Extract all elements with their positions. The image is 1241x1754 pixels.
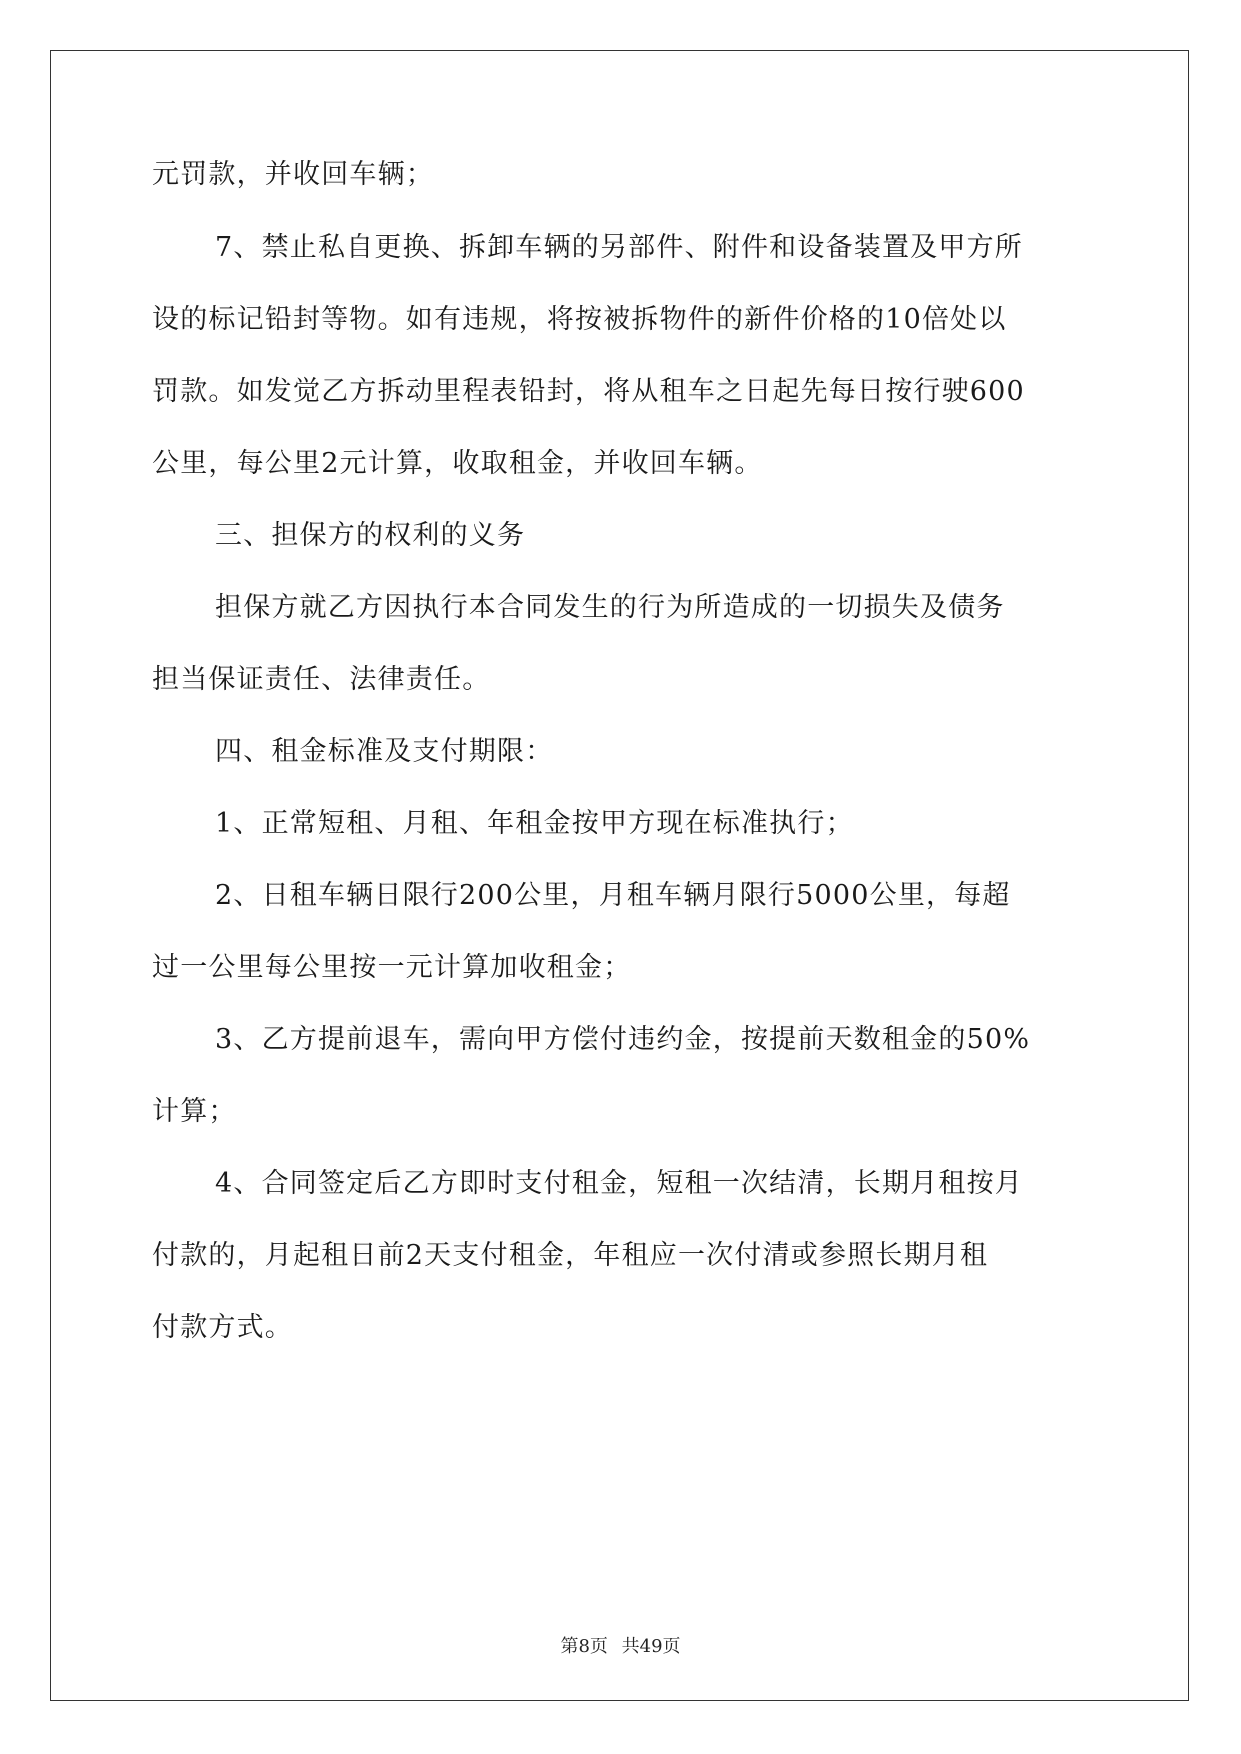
text-line-17: 付款方式。 (152, 1312, 293, 1343)
text-line-2: 7、禁止私自更换、拆卸车辆的另部件、附件和设备装置及甲方所 (215, 232, 1023, 263)
text-line-15: 4、合同签定后乙方即时支付租金，短租一次结清，长期月租按月 (215, 1168, 1023, 1199)
text-line-11: 2、日租车辆日限行200公里，月租车辆月限行5000公里，每超 (215, 880, 1011, 911)
page-number: 第8页 (560, 1636, 608, 1657)
text-line-4: 罚款。如发觉乙方拆动里程表铅封，将从租车之日起先每日按行驶600 (152, 376, 1025, 407)
text-line-1: 元罚款，并收回车辆； (152, 159, 434, 190)
text-line-12: 过一公里每公里按一元计算加收租金； (152, 952, 632, 983)
text-line-5: 公里，每公里2元计算，收取租金，并收回车辆。 (152, 448, 763, 479)
section-heading-rent: 四、租金标准及支付期限： (215, 736, 554, 767)
text-line-14: 计算； (152, 1096, 237, 1127)
text-line-3: 设的标记铅封等物。如有违规，将按被拆物件的新件价格的10倍处以 (152, 304, 1007, 335)
text-line-16: 付款的，月起租日前2天支付租金，年租应一次付清或参照长期月租 (152, 1240, 989, 1271)
section-heading-guarantor: 三、担保方的权利的义务 (215, 520, 526, 551)
text-line-8: 担当保证责任、法律责任。 (152, 664, 491, 695)
text-line-7: 担保方就乙方因执行本合同发生的行为所造成的一切损失及债务 (215, 592, 1005, 623)
page-footer (0, 1635, 1241, 1659)
page-total: 共49页 (621, 1636, 681, 1657)
text-line-13: 3、乙方提前退车，需向甲方偿付违约金，按提前天数租金的50% (215, 1024, 1031, 1055)
text-line-10: 1、正常短租、月租、年租金按甲方现在标准执行； (215, 808, 854, 839)
